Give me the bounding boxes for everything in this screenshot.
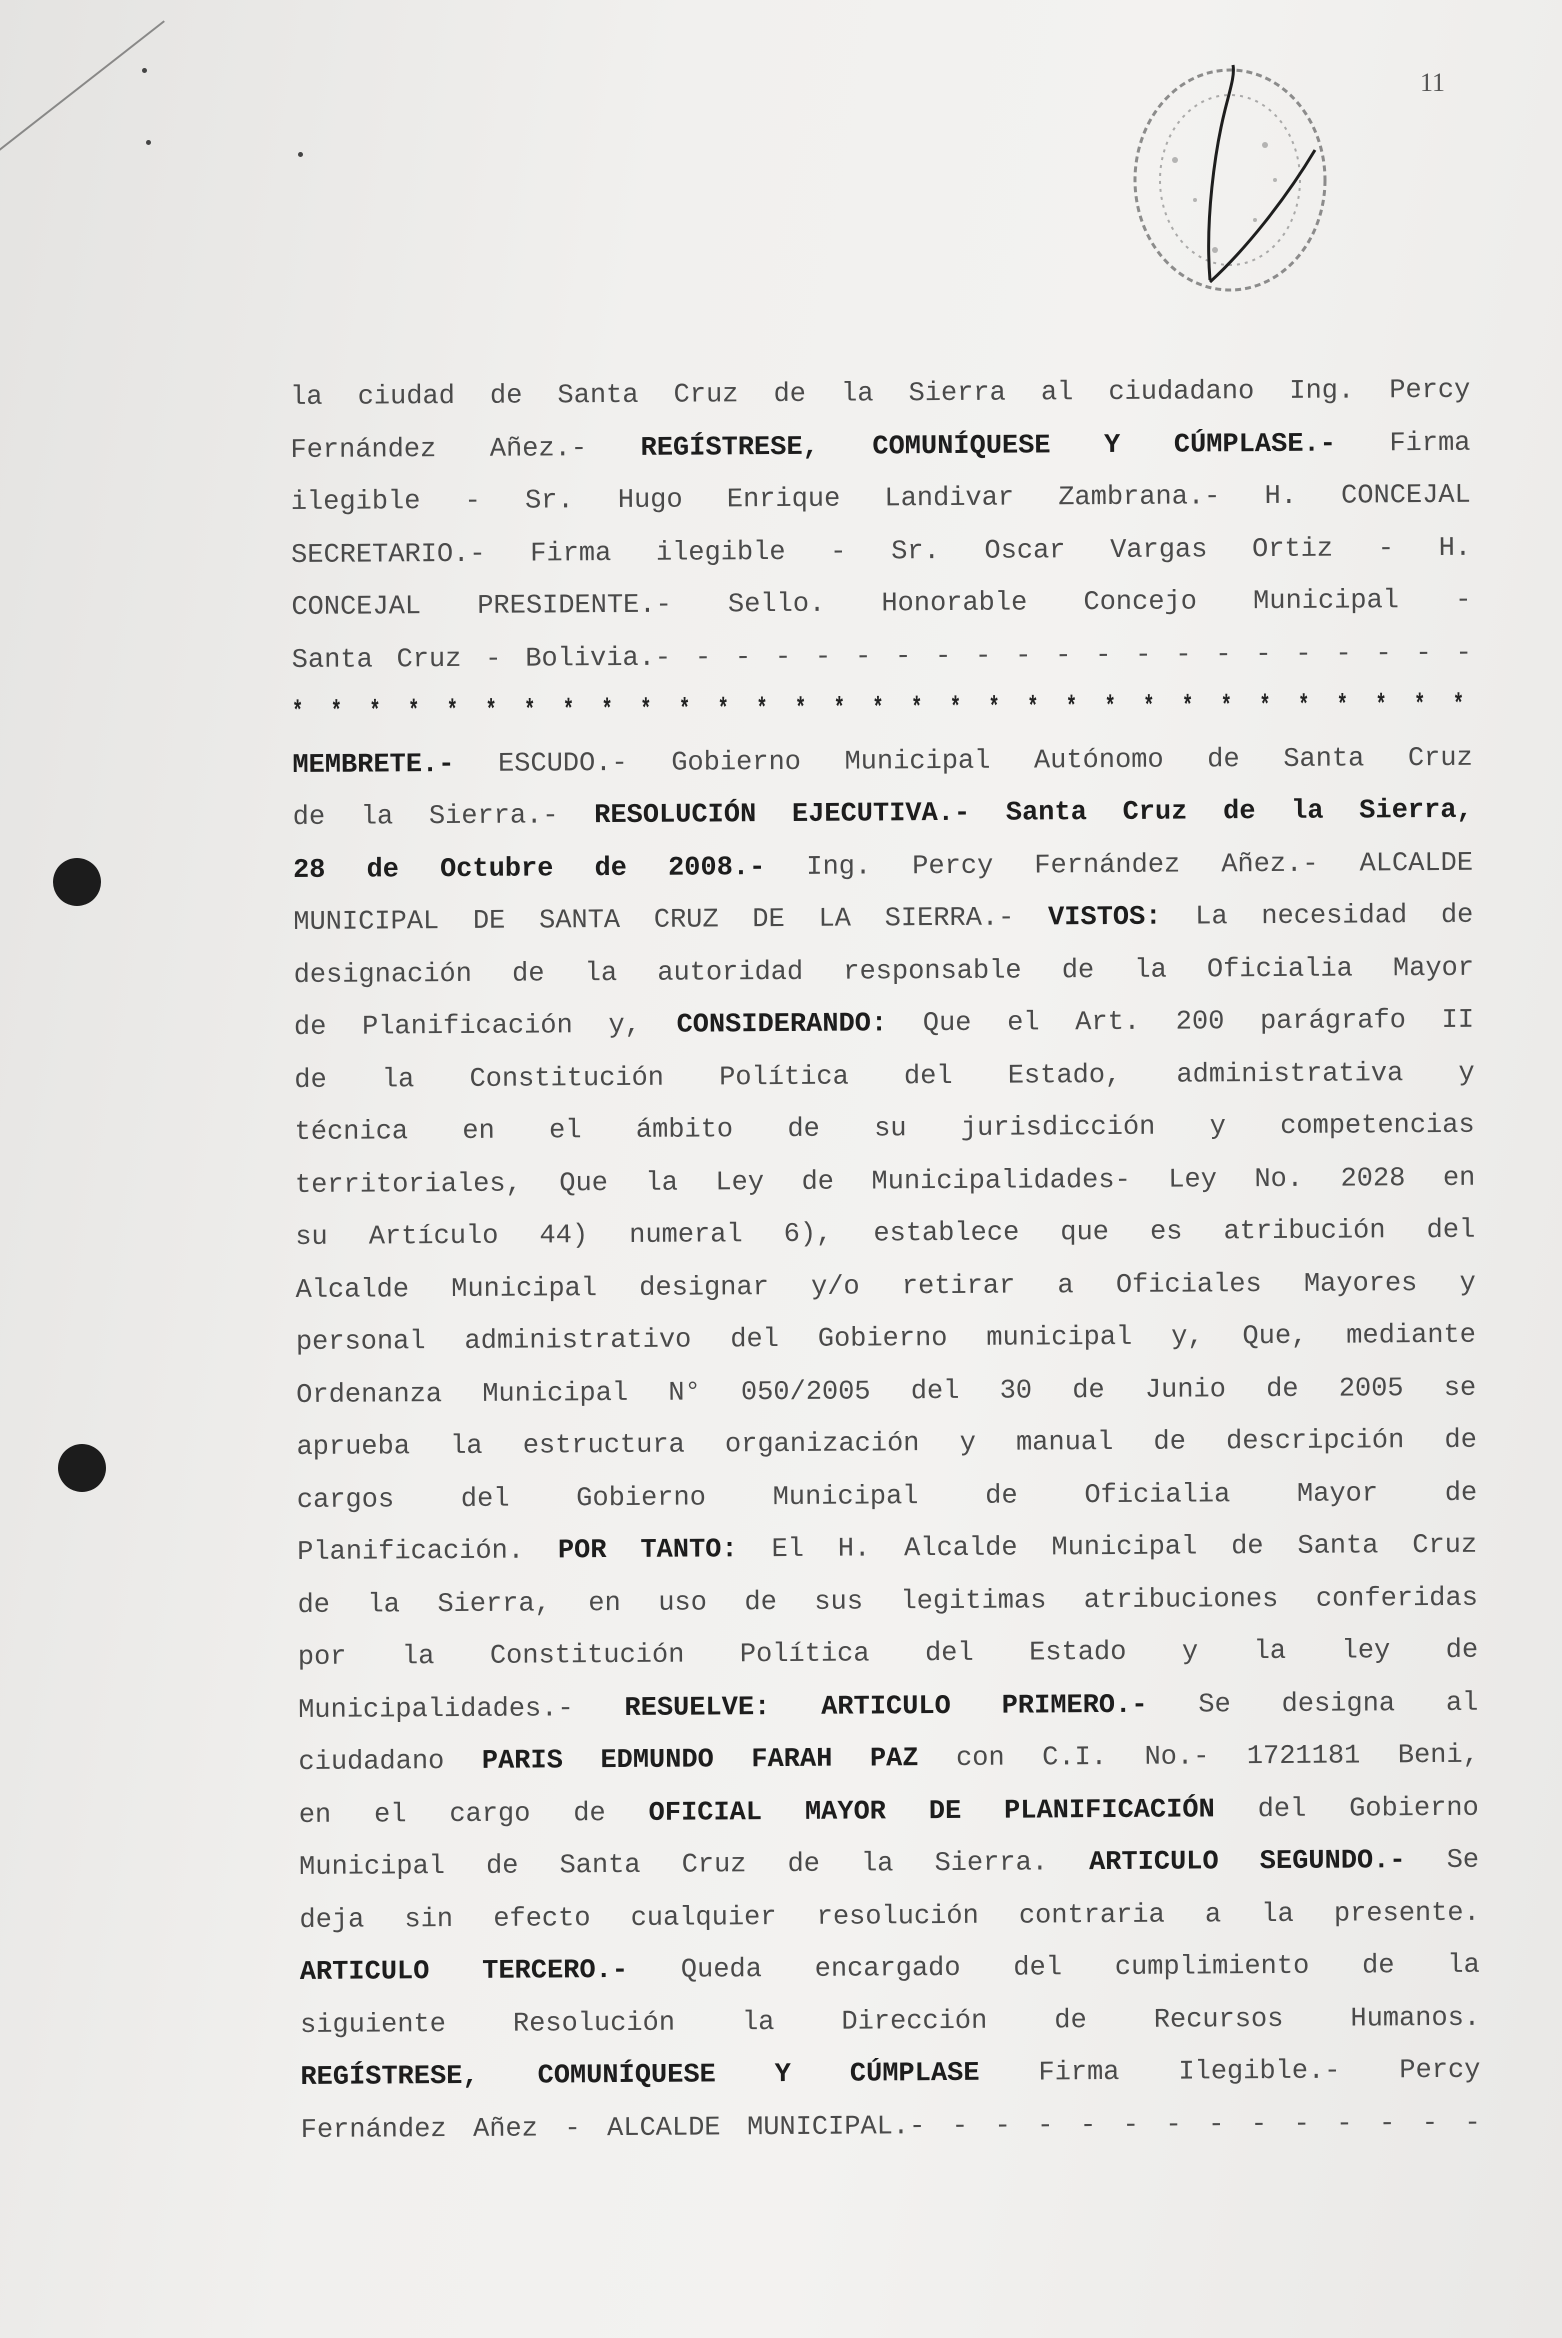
bold-text-segment: REGÍSTRESE, COMUNÍQUESE Y CÚMPLASE xyxy=(300,2058,980,2093)
text-line xyxy=(296,1415,1476,1475)
text-segment: la ciudad de Santa Cruz de la Sierra al ciudadano Ing. Percy xyxy=(290,375,1471,413)
text-segment: Santa Cruz - Bolivia.- - - - - - - - - - - - - - - - - - - - - xyxy=(291,638,1472,676)
text-segment: personal administrativo del Gobierno municipal y, Que, mediante xyxy=(295,1320,1477,1358)
text-segment: Queda encargado del cumplimiento de la xyxy=(627,1950,1480,1986)
text-line xyxy=(299,1782,1479,1842)
text-line xyxy=(290,417,1470,477)
bold-text-segment: ARTICULO SEGUNDO.- xyxy=(1088,1846,1406,1879)
text-line xyxy=(300,1940,1480,2000)
text-segment: SECRETARIO.- Firma ilegible - Sr. Oscar Vargas Ortiz - H. xyxy=(291,533,1472,571)
text-segment: MUNICIPAL DE SANTA CRUZ DE LA SIERRA.- xyxy=(293,903,1049,938)
text-line xyxy=(294,1047,1474,1107)
official-seal-stamp xyxy=(1115,50,1365,320)
text-segment: su Artículo 44) numeral 6), establece que es atribución del xyxy=(295,1215,1476,1253)
text-segment: de Planificación y, xyxy=(293,1010,677,1043)
text-line xyxy=(293,837,1473,897)
text-line xyxy=(294,1100,1474,1160)
text-line xyxy=(295,1152,1475,1212)
text-line xyxy=(294,942,1474,1002)
bold-text-segment: REGÍSTRESE, COMUNÍQUESE Y CÚMPLASE.- xyxy=(640,429,1336,464)
text-line xyxy=(297,1572,1477,1632)
text-line xyxy=(291,522,1471,582)
text-segment: Municipal de Santa Cruz de la Sierra. xyxy=(299,1848,1090,1883)
text-segment: territoriales, Que la Ley de Municipalidades- Ley No. 2028 en xyxy=(294,1163,1476,1201)
text-segment: ESCUDO.- Gobierno Municipal Autónomo de Santa Cruz xyxy=(454,743,1473,780)
punch-hole xyxy=(53,858,101,906)
text-line xyxy=(291,575,1471,635)
text-line xyxy=(292,627,1472,687)
paper-speck xyxy=(142,68,147,73)
text-segment: cargos del Gobierno Municipal de Oficialia Mayor de xyxy=(296,1478,1478,1516)
document-body xyxy=(290,365,1481,2157)
text-segment: técnica en el ámbito de su jurisdicción y competencias xyxy=(294,1110,1475,1148)
paper-fold-mark xyxy=(0,0,165,182)
text-line xyxy=(295,1205,1475,1265)
text-segment: ciudadano xyxy=(298,1746,482,1778)
text-segment: El H. Alcalde Municipal de Santa Cruz xyxy=(737,1530,1478,1566)
text-line xyxy=(300,2045,1480,2105)
bold-text-segment: RESOLUCIÓN EJECUTIVA.- Santa Cruz de la Sierra, xyxy=(594,795,1473,832)
text-segment: La necesidad de xyxy=(1161,900,1474,933)
text-line xyxy=(299,1835,1479,1895)
text-line xyxy=(298,1625,1478,1685)
text-line xyxy=(292,732,1472,792)
text-segment: de la Constitución Política del Estado, administrativa y xyxy=(294,1058,1475,1096)
bold-text-segment: PARIS EDMUNDO FARAH PAZ xyxy=(481,1744,919,1777)
bold-text-segment: RESUELVE: ARTICULO PRIMERO.- xyxy=(624,1690,1148,1724)
text-line xyxy=(300,1992,1480,2052)
text-segment: del Gobierno xyxy=(1214,1793,1479,1825)
text-segment: aprueba la estructura organización y manual de descripción de xyxy=(296,1425,1478,1463)
text-line xyxy=(293,890,1473,950)
bold-text-segment: ARTICULO TERCERO.- xyxy=(299,1955,629,1988)
text-line xyxy=(296,1310,1476,1370)
text-line xyxy=(291,470,1471,530)
text-line xyxy=(301,2097,1481,2157)
text-segment: por la Constitución Política del Estado y la ley de xyxy=(297,1635,1479,1673)
text-segment: de la Sierra.- xyxy=(292,801,595,833)
text-segment: Fernández Añez - ALCALDE MUNICIPAL.- - - - - - - - - - - - - - xyxy=(300,2108,1481,2146)
text-segment: deja sin efecto cualquier resolución contraria a la presente. xyxy=(299,1898,1480,1936)
text-line xyxy=(298,1677,1478,1737)
text-segment: Alcalde Municipal designar y/o retirar a Oficiales Mayores y xyxy=(295,1268,1476,1306)
bold-text-segment: * * * * * * * * * * * * * * * * * * * * * * * * * * * * * * * xyxy=(291,690,1473,728)
text-line xyxy=(291,682,1473,739)
bold-text-segment: OFICIAL MAYOR DE PLANIFICACIÓN xyxy=(648,1794,1215,1829)
text-segment: Se designa al xyxy=(1147,1688,1479,1721)
text-line xyxy=(294,995,1474,1055)
text-segment: CONCEJAL PRESIDENTE.- Sello. Honorable Concejo Municipal - xyxy=(291,585,1472,623)
text-segment: Ing. Percy Fernández Añez.- ALCALDE xyxy=(765,848,1474,883)
text-segment: designación de la autoridad responsable de la Oficialia Mayor xyxy=(293,953,1475,991)
text-line xyxy=(295,1257,1475,1317)
text-segment: siguiente Resolución la Dirección de Recursos Humanos. xyxy=(300,2003,1481,2041)
text-segment: Fernández Añez.- xyxy=(290,433,641,466)
paper-speck xyxy=(298,152,303,157)
bold-text-segment: MEMBRETE.- xyxy=(292,749,455,781)
text-line xyxy=(299,1887,1479,1947)
bold-text-segment: 28 de Octubre de 2008.- xyxy=(292,852,766,886)
bold-text-segment: VISTOS: xyxy=(1047,902,1162,934)
text-line xyxy=(293,785,1473,845)
text-segment: Que el Art. 200 parágrafo II xyxy=(887,1005,1475,1040)
paper-speck xyxy=(146,140,151,145)
page-number: 11 xyxy=(1420,68,1446,97)
punch-hole xyxy=(58,1444,106,1492)
text-line xyxy=(298,1730,1478,1790)
text-line xyxy=(297,1467,1477,1527)
text-segment: Firma xyxy=(1335,428,1471,460)
text-segment: de la Sierra, en uso de sus legitimas atribuciones conferidas xyxy=(297,1583,1478,1621)
bold-text-segment: POR TANTO: xyxy=(557,1535,738,1567)
text-segment: Planificación. xyxy=(297,1536,559,1568)
text-line xyxy=(290,365,1470,425)
bold-text-segment: CONSIDERANDO: xyxy=(676,1009,888,1041)
text-segment: ilegible - Sr. Hugo Enrique Landivar Zambrana.- H. CONCEJAL xyxy=(290,480,1471,518)
text-segment: Firma Ilegible.- Percy xyxy=(979,2055,1481,2089)
text-segment: Municipalidades.- xyxy=(298,1693,625,1726)
text-segment: Se xyxy=(1405,1845,1480,1877)
text-segment: en el cargo de xyxy=(298,1798,649,1831)
text-segment: Ordenanza Municipal N° 050/2005 del 30 de Junio de 2005 se xyxy=(296,1373,1477,1411)
text-line xyxy=(297,1520,1477,1580)
text-segment: con C.I. No.- 1721181 Beni, xyxy=(918,1740,1479,1775)
text-line xyxy=(296,1362,1476,1422)
